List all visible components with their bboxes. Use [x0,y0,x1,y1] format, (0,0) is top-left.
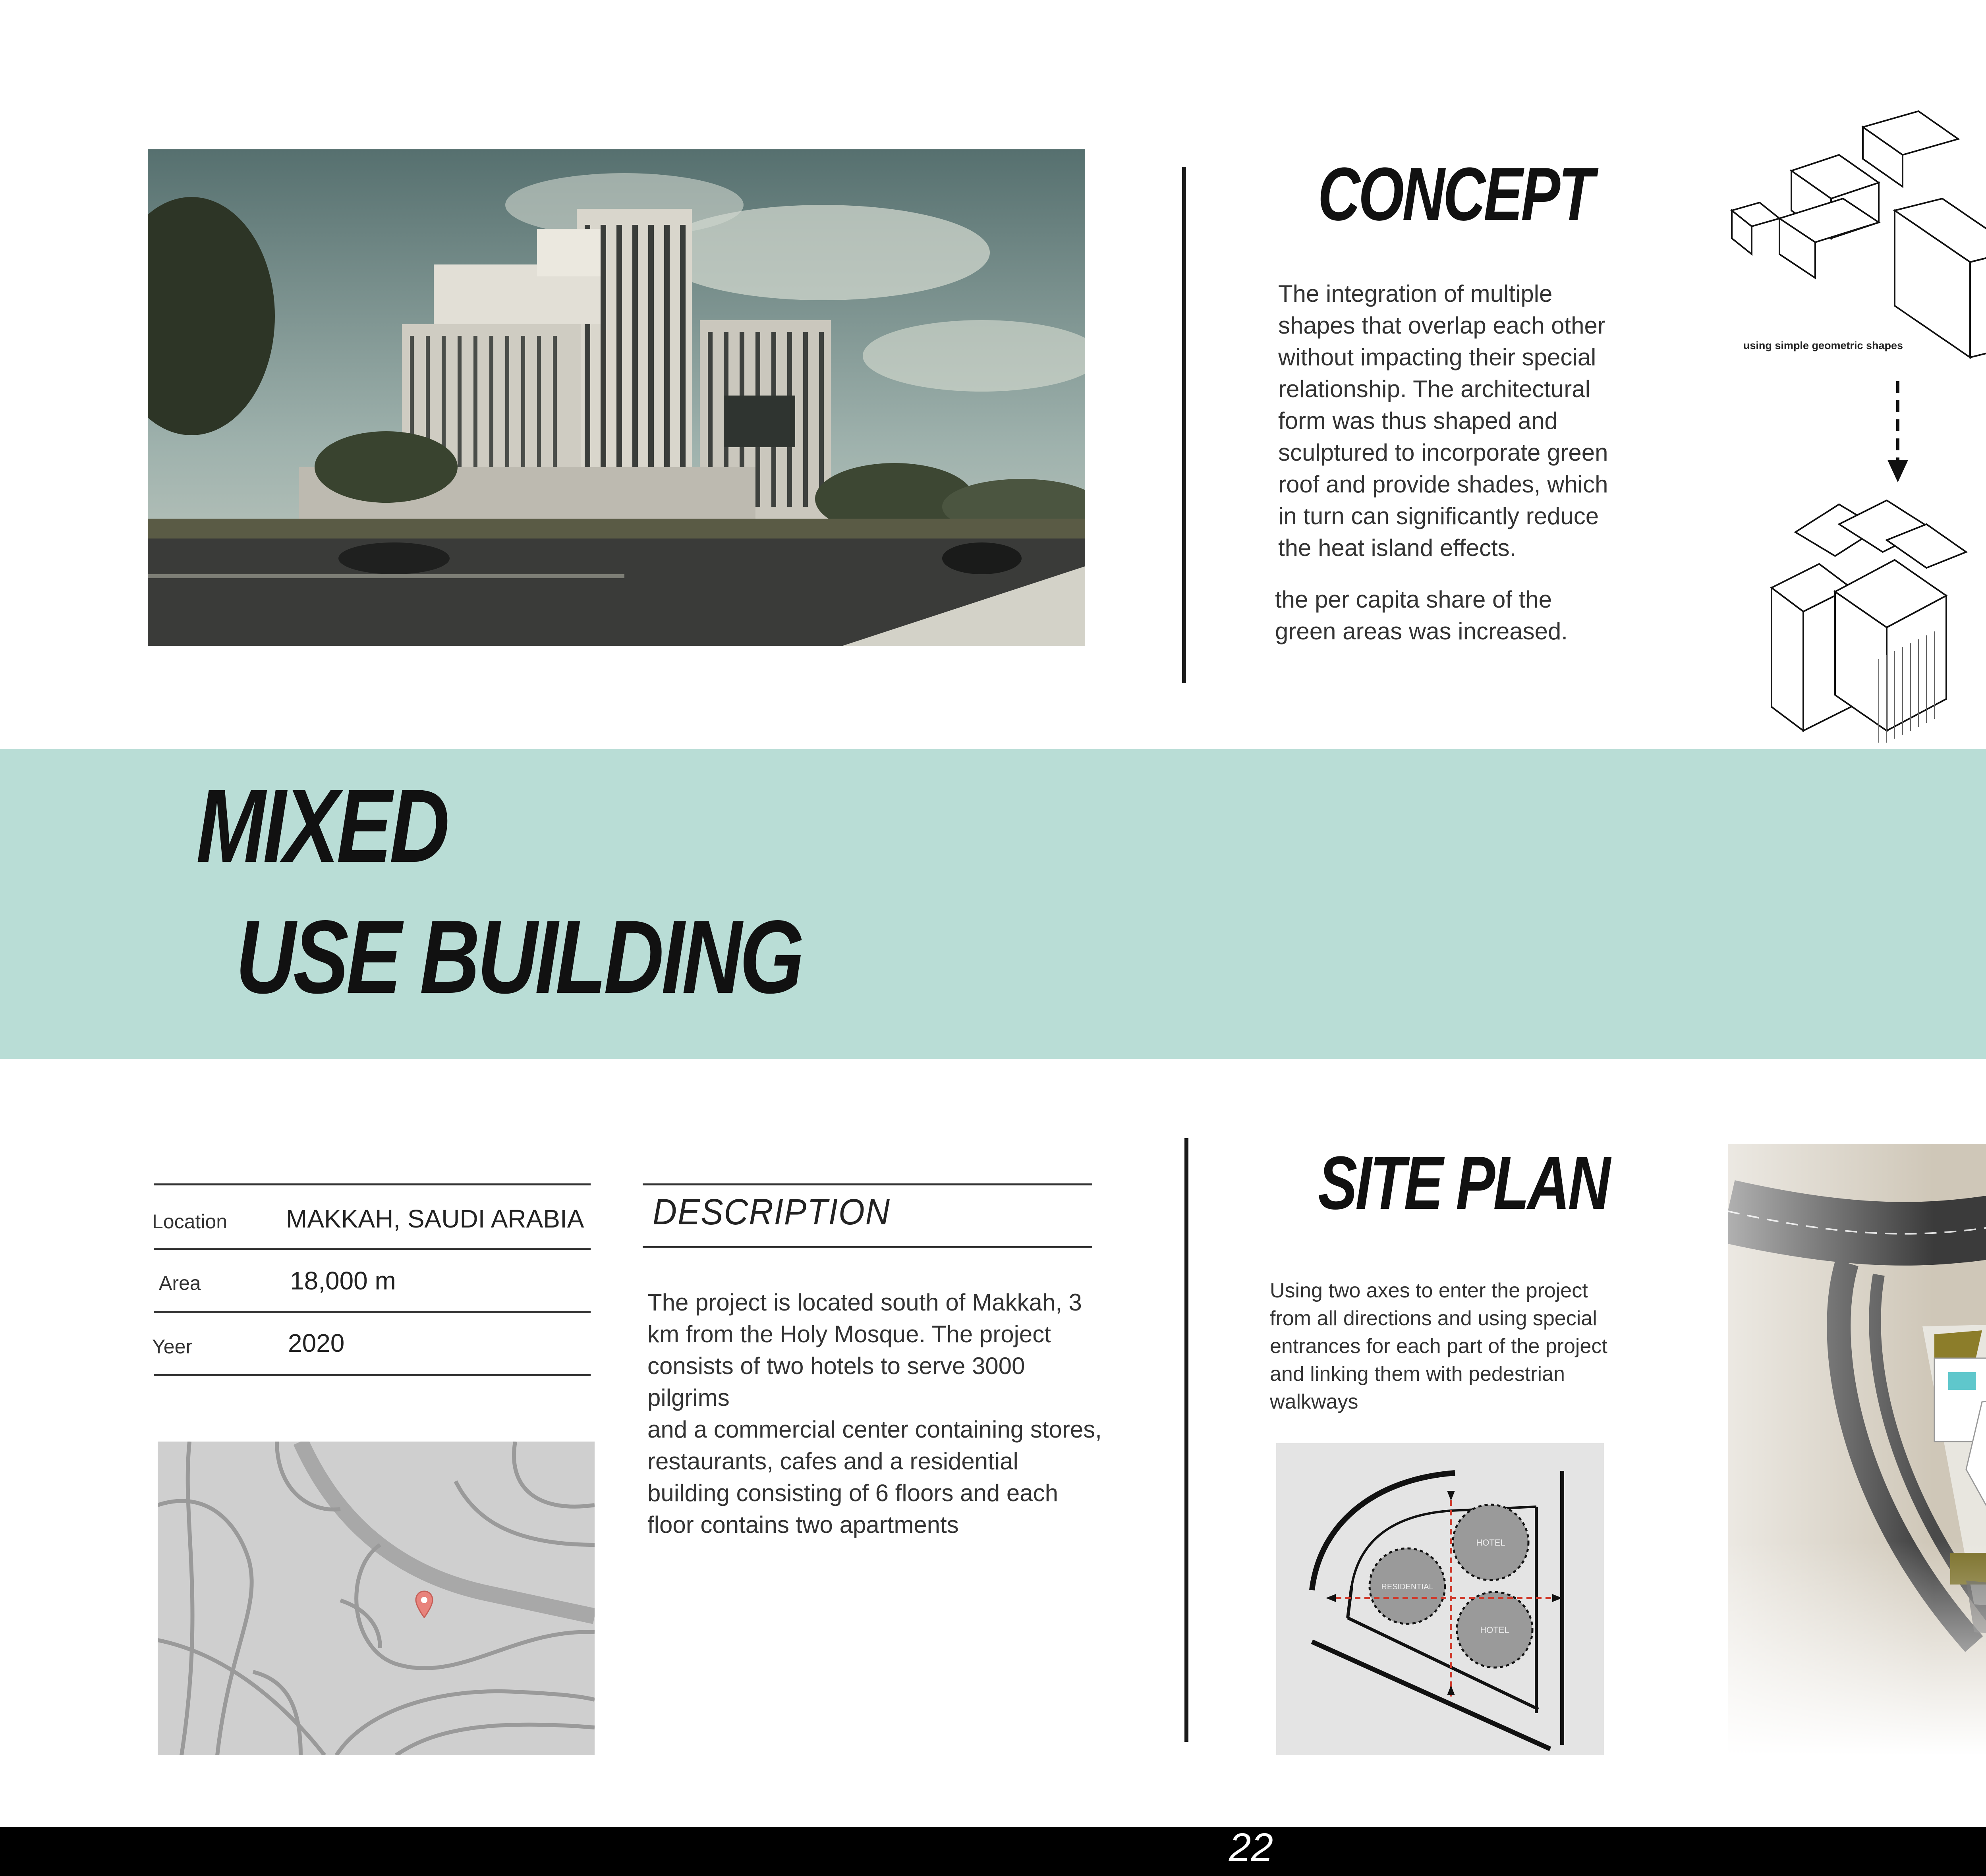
page-number: 22 [1229,1825,1273,1870]
description-paragraph-1: The project is located south of Makkah, 3 km from the Holy Mosque. The project consists of two hotels to serve 3000 pilgrims [647,1289,1082,1411]
area-value: 18,000 m [290,1266,396,1295]
info-rule-2 [154,1248,591,1250]
description-title: DESCRIPTION [653,1192,891,1232]
aerial-site-plan-image [1728,1144,1986,1755]
banner-title-line-1: MIXED [196,768,447,884]
description-rule-bottom [643,1246,1092,1248]
year-label: Yeer [152,1336,193,1358]
concept-caption-left: using simple geometric shapes [1743,340,1903,351]
info-rule-1 [154,1183,591,1185]
zone-label-hotel-top: HOTEL [1476,1538,1505,1548]
location-value: MAKKAH, SAUDI ARABIA [286,1204,584,1233]
location-pin-icon [415,1590,433,1618]
info-rule-4 [154,1374,591,1376]
site-plan-title: SITE PLAN [1318,1141,1609,1225]
description-rule-top [643,1183,1092,1185]
area-label: Area [159,1272,201,1294]
zone-label-hotel-bottom: HOTEL [1480,1625,1509,1635]
banner-title-line-2: USE BUILDING [236,899,802,1015]
year-value: 2020 [288,1329,345,1357]
concept-massing-diagram-left [1720,103,1986,747]
building-rendering-image [148,149,1085,646]
site-plan-text: Using two axes to enter the project from all directions and using special entrances for each part of the project and linking them with pedestrian walkways [1270,1279,1607,1413]
zone-label-residential: RESIDENTIAL [1381,1583,1433,1591]
site-plan-diagram [1276,1443,1604,1755]
location-map [158,1442,595,1755]
description-paragraph-2: and a commercial center containing stores, restaurants, cafes and a residential building consisting of 6 floors and each floor contains two apartments [647,1416,1102,1538]
concept-title: CONCEPT [1318,152,1593,236]
concept-paragraph-1: The integration of multiple shapes that overlap each other without impacting their special relationship. The architectural form was thus shaped and sculptured to incorporate green roof and provide shades, which in turn can significantly reduce the heat island effects. [1278,280,1608,561]
location-label: Location [152,1210,228,1233]
concept-paragraph-2: the per capita share of the green areas was increased. [1275,586,1568,645]
info-rule-3 [154,1311,591,1313]
bottom-divider-line [1184,1138,1188,1742]
top-divider-line [1182,167,1186,683]
